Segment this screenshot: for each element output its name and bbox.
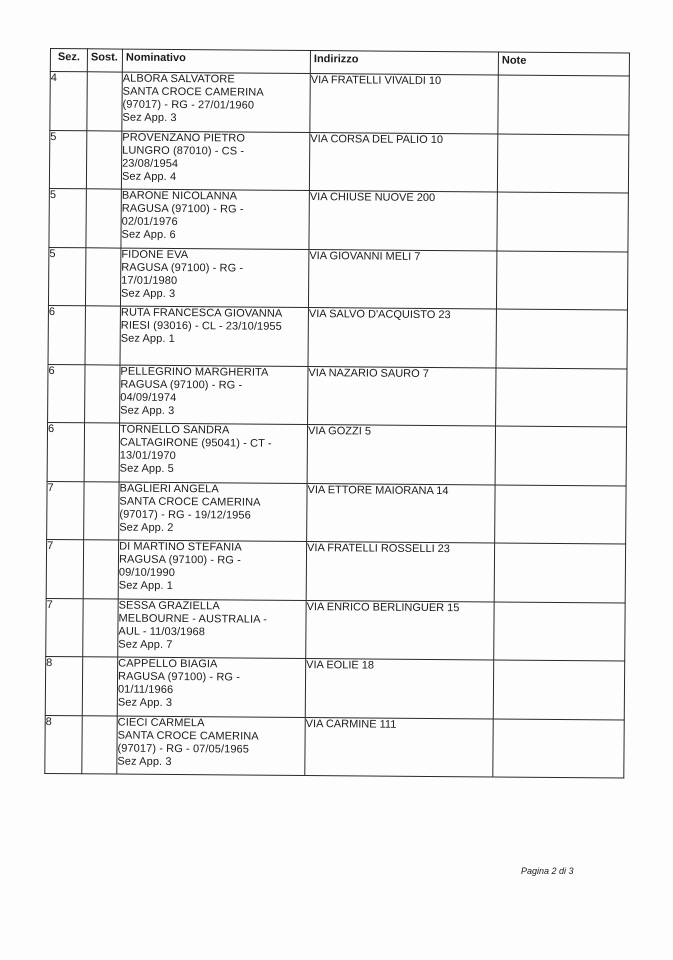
nominativo-line: Sez App. 2 <box>119 521 174 534</box>
nominativo-line: SANTA CROCE CAMERINA <box>122 85 264 99</box>
table-row <box>47 422 626 485</box>
header-indirizzo: Indirizzo <box>310 51 498 75</box>
table-row <box>45 715 624 778</box>
nominativo-line: SANTA CROCE CAMERINA <box>117 729 259 743</box>
cell-note <box>496 368 627 428</box>
table-body <box>45 72 629 779</box>
cell-sostituto <box>82 657 117 716</box>
cell-note <box>494 602 625 662</box>
header-sost: Sost. <box>87 49 122 72</box>
cell-sostituto <box>83 540 118 599</box>
cell-nominativo <box>117 716 305 776</box>
cell-sezione: 8 <box>45 715 82 774</box>
cell-sostituto <box>86 189 121 248</box>
cell-indirizzo: VIA SALVO D'ACQUISTO 23 <box>308 308 496 368</box>
header-sez: Sez. <box>50 49 87 72</box>
cell-indirizzo: VIA FRATELLI ROSSELLI 23 <box>306 542 494 602</box>
nominativo-line: (97017) - RG - 19/12/1956 <box>119 508 251 522</box>
page-number: Pagina 2 di 3 <box>521 866 574 876</box>
nominativo-line: (97017) - RG - 07/05/1965 <box>117 742 250 756</box>
cell-nominativo <box>119 423 307 483</box>
cell-sostituto <box>85 306 120 365</box>
header-nominativo: Nominativo <box>122 49 310 73</box>
cell-nominativo <box>121 189 309 249</box>
nominativo-line: CALTAGIRONE (95041) - CT - <box>119 436 272 450</box>
nominativo-line: MELBOURNE - AUSTRALIA - <box>118 612 267 626</box>
nominativo-line: 17/01/1980 <box>121 274 178 287</box>
nominativo-line: SANTA CROCE CAMERINA <box>119 495 261 509</box>
cell-note <box>496 309 627 369</box>
nominativo-line: Sez App. 3 <box>117 696 173 709</box>
cell-indirizzo: VIA NAZARIO SAURO 7 <box>308 366 496 426</box>
cell-note <box>493 719 624 779</box>
nominativo-line: SESSA GRAZIELLA <box>118 599 220 612</box>
nominativo-line: Sez App. 1 <box>120 332 175 345</box>
nominativo-line: Sez App. 7 <box>118 638 173 651</box>
nominativo-line: 23/08/1954 <box>122 157 179 170</box>
nominativo-line: Sez App. 4 <box>121 170 177 183</box>
cell-indirizzo: VIA FRATELLI VIVALDI 10 <box>310 74 498 134</box>
nominativo-line: 02/01/1976 <box>121 215 178 229</box>
cell-note <box>497 134 628 194</box>
table-row <box>50 72 629 135</box>
cell-sostituto <box>85 364 120 423</box>
nominativo-line: Sez App. 5 <box>119 462 174 475</box>
nominativo-line: Sez App. 3 <box>117 755 172 768</box>
cell-nominativo <box>119 482 307 542</box>
cell-nominativo <box>120 248 308 308</box>
cell-indirizzo: VIA ENRICO BERLINGUER 15 <box>306 600 494 660</box>
cell-indirizzo: VIA CORSA DEL PALIO 10 <box>309 132 497 192</box>
nominativo-line: CIECI CARMELA <box>117 716 205 729</box>
cell-nominativo <box>121 131 309 191</box>
cell-nominativo <box>118 540 306 600</box>
nominativo-line: 13/01/1970 <box>119 449 176 463</box>
table-row <box>48 247 627 310</box>
nominativo-line: (97017) - RG - 27/01/1960 <box>122 98 255 112</box>
cell-note <box>494 543 625 603</box>
cell-note <box>493 660 624 720</box>
nominativo-line: BARONE NICOLANNA <box>121 189 238 203</box>
nominativo-line: RAGUSA (97100) - RG - <box>118 553 241 567</box>
cell-sostituto <box>84 423 119 482</box>
cell-indirizzo: VIA ETTORE MAIORANA 14 <box>307 483 495 543</box>
cell-sezione: 4 <box>50 72 87 131</box>
cell-indirizzo: VIA CHIUSE NUOVE 200 <box>309 191 497 251</box>
cell-nominativo <box>117 657 305 717</box>
cell-sezione: 6 <box>48 364 85 423</box>
table-row <box>45 656 624 719</box>
cell-sostituto <box>84 481 119 540</box>
electoral-register-table <box>44 48 630 779</box>
nominativo-line: RAGUSA (97100) - RG - <box>121 261 244 275</box>
nominativo-line: 01/11/1966 <box>117 683 174 696</box>
table-row <box>49 130 628 193</box>
cell-nominativo <box>120 306 308 366</box>
nominativo-line: RUTA FRANCESCA GIOVANNA <box>120 306 283 320</box>
header-note: Note <box>498 52 629 76</box>
table-row <box>46 598 625 661</box>
cell-sostituto <box>83 598 118 657</box>
cell-indirizzo: VIA GOZZI 5 <box>307 425 495 485</box>
cell-note <box>495 485 626 545</box>
nominativo-line: 04/09/1974 <box>120 391 177 404</box>
cell-sezione: 6 <box>48 305 85 364</box>
nominativo-line: Sez App. 3 <box>120 404 175 417</box>
nominativo-line: BAGLIERI ANGELA <box>119 482 219 495</box>
nominativo-line: CAPPELLO BIAGIA <box>118 657 218 671</box>
cell-nominativo <box>120 365 308 425</box>
nominativo-line: ALBORA SALVATORE <box>122 72 235 86</box>
cell-sezione: 5 <box>49 188 86 247</box>
nominativo-line: RAGUSA (97100) - RG - <box>121 202 244 216</box>
nominativo-line: PELLEGRINO MARGHERITA <box>120 365 269 379</box>
cell-sezione: 8 <box>45 656 82 715</box>
cell-nominativo <box>122 72 310 132</box>
nominativo-line: PROVENZANO PIETRO <box>122 131 246 145</box>
nominativo-line: DI MARTINO STEFANIA <box>119 540 242 554</box>
table-row <box>48 305 627 368</box>
table-row <box>46 539 625 602</box>
table-row <box>49 188 628 251</box>
nominativo-line: Sez App. 3 <box>121 287 176 300</box>
cell-sezione: 7 <box>46 598 83 657</box>
cell-sezione: 7 <box>46 539 83 598</box>
cell-sezione: 5 <box>49 130 86 189</box>
nominativo-line: Sez App. 3 <box>122 111 177 124</box>
cell-sostituto <box>87 72 122 131</box>
cell-sezione: 7 <box>47 481 84 540</box>
nominativo-line: Sez App. 6 <box>121 228 176 241</box>
cell-note <box>498 75 629 135</box>
nominativo-line: Sez App. 1 <box>118 579 174 592</box>
nominativo-line: LUNGRO (87010) - CS - <box>122 144 245 158</box>
cell-indirizzo: VIA CARMINE 111 <box>305 717 493 777</box>
nominativo-line: RAGUSA (97100) - RG - <box>118 670 241 684</box>
table-row <box>47 481 626 544</box>
nominativo-line: FIDONE EVA <box>121 248 189 261</box>
cell-sostituto <box>86 130 121 189</box>
nominativo-line: RIESI (93016) - CL - 23/10/1955 <box>120 319 282 333</box>
cell-indirizzo: VIA EOLIE 18 <box>305 659 493 719</box>
nominativo-line: 09/10/1990 <box>118 566 175 579</box>
table-row <box>48 364 627 427</box>
cell-sezione: 6 <box>47 422 84 481</box>
cell-nominativo <box>118 599 306 659</box>
cell-indirizzo: VIA GIOVANNI MELI 7 <box>308 249 496 309</box>
cell-sostituto <box>82 715 117 774</box>
cell-sezione: 5 <box>48 247 85 306</box>
nominativo-line: RAGUSA (97100) - RG - <box>120 378 243 392</box>
cell-sostituto <box>85 247 120 306</box>
nominativo-line: TORNELLO SANDRA <box>119 423 230 437</box>
cell-note <box>495 426 626 486</box>
cell-note <box>497 192 628 252</box>
nominativo-line: AUL - 11/03/1968 <box>118 625 206 638</box>
cell-note <box>496 251 627 311</box>
